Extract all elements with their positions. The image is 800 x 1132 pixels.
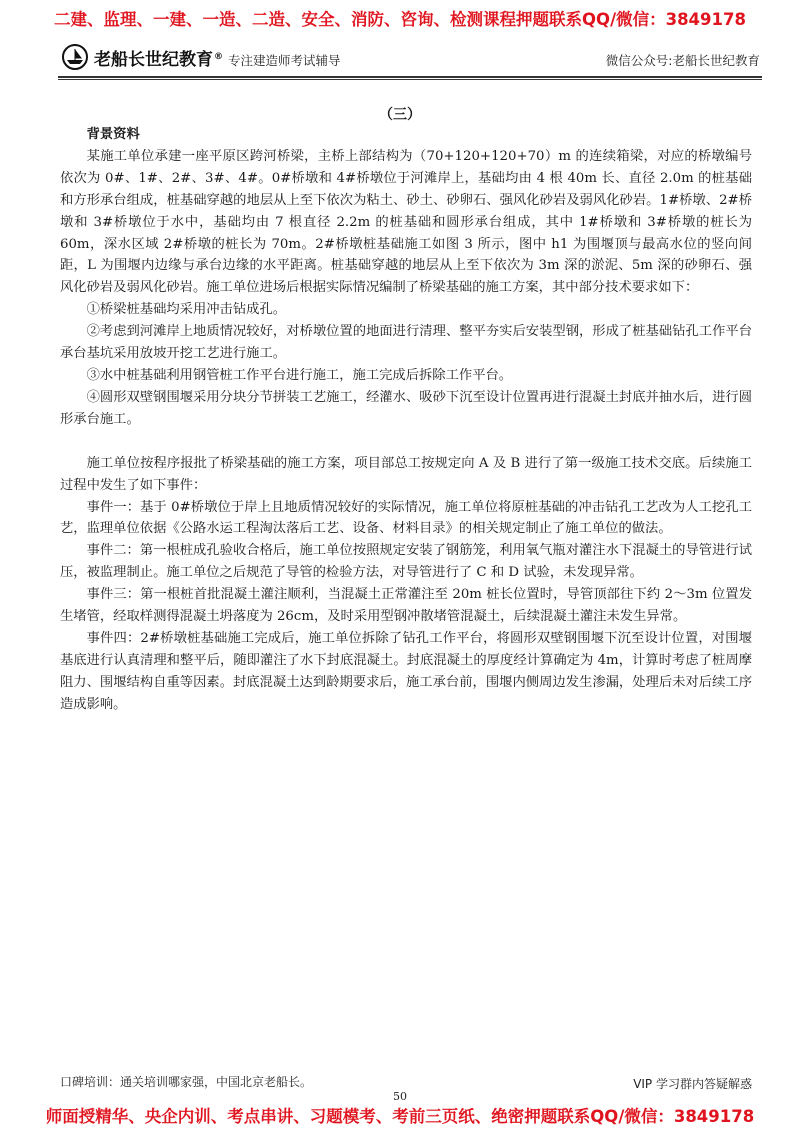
page-number: 50	[393, 1090, 407, 1103]
paragraph: ②考虑到河滩岸上地质情况较好，对桥墩位置的地面进行清理、整平夯实后安装型钢，形成了桩基础钻孔工作平台承台基坑采用放坡开挖工艺进行施工。	[60, 324, 752, 362]
paragraph: ③水中桩基础利用钢管桩工作平台进行施工，施工完成后拆除工作平台。	[86, 367, 513, 383]
event-paragraph: 事件二：第一根桩成孔验收合格后，施工单位按照规定安装了钢筋笼，利用氧气瓶对灌注水下混凝土的导管进行试压，被监理制止。施工单位之后规范了导管的检验方法，对导管进行了 C 和 D 试验，未发现异常。	[60, 543, 752, 581]
event-paragraph: 事件四：2#桥墩桩基础施工完成后，施工单位拆除了钻孔工作平台，将圆形双壁钢围堰下沉至设计位置，对围堰基底进行认真清理和整平后，随即灌注了水下封底混凝土。封底混凝土的厚度经计算确定为 4m，计算时考虑了桩周摩阻力、围堰结构自重等因素。封底混凝土达到龄期要求后，施工承台前，围堰内侧周边发生渗漏，处理后未对后续工序造成影响。	[60, 630, 752, 712]
background-heading: 背景资料	[86, 127, 140, 142]
paragraph: ①桥梁桩基础均采用冲击钻成孔。	[86, 302, 287, 318]
document-body	[60, 124, 752, 716]
ship-logo-icon	[60, 44, 90, 70]
header-divider	[58, 76, 762, 80]
bottom-promo-banner: 师面授精华、央企内训、考点串讲、习题模考、考前三页纸、绝密押题联系QQ/微信：3849178	[45, 1107, 755, 1126]
paragraph: ④圆形双壁钢围堰采用分块分节拼装工艺施工，经灌水、吸砂下沉至设计位置再进行混凝土封底并抽水后，进行圆形承台施工。	[60, 389, 752, 427]
logo-text: 老船长世纪教育	[94, 49, 213, 70]
event-paragraph: 事件三：第一根桩首批混凝土灌注顺利，当混凝土正常灌注至 20m 桩长位置时，导管顶部往下约 2～3m 位置发生堵管，经取样测得混凝土坍落度为 26cm，及时采用型钢冲散堵管混凝土，后续混凝土灌注未发生异常。	[60, 587, 752, 625]
spacer	[60, 431, 752, 453]
page-header	[60, 44, 760, 74]
top-promo-banner: 二建、监理、一建、一造、二造、安全、消防、咨询、检测课程押题联系QQ/微信：3849178	[54, 10, 746, 29]
paragraph: 某施工单位承建一座平原区跨河桥梁，主桥上部结构为（70+120+120+70）m 的连续箱梁，对应的桥墩编号依次为 0#、1#、2#、3#、4#。0#桥墩和 4#桥墩位于河滩岸上，基础均由 4 根 40m 长、直径 2.0m 的桩基础和方形承台组成，桩基础穿越的地层从上至下依次为粘土、砂土、砂卵石、强风化砂岩及弱风化砂岩。1#桥墩、2#桥墩和 3#桥墩位于水中，基础均由 7 根直径 2.2m 的桩基础和圆形承台组成，其中 1#桥墩和 3#桥墩的桩长为 60m，深水区域 2#桥墩的桩长为 70m。2#桥墩桩基础施工如图 3 所示，图中 h1 为围堰顶与最高水位的竖向间距，L 为围堰内边缘与承台边缘的水平距离。桩基础穿越的地层从上至下依次为 3m 深的淤泥、5m 深的砂卵石、强风化砂岩及弱风化砂岩。施工单位进场后根据实际情况编制了桥梁基础的施工方案，其中部分技术要求如下：	[60, 148, 752, 296]
paragraph: 施工单位按程序报批了桥梁基础的施工方案，项目部总工按规定向 A 及 B 进行了第一级施工技术交底。后续施工过程中发生了如下事件：	[60, 455, 752, 493]
footer-note: VIP 学习群内答疑解惑	[633, 1077, 752, 1091]
registered-mark: ®	[214, 52, 223, 62]
event-paragraph: 事件一：基于 0#桥墩位于岸上且地质情况较好的实际情况，施工单位将原桩基础的冲击钻孔工艺改为人工挖孔工艺，监理单位依据《公路水运工程淘汰落后工艺、设备、材料目录》的相关规定制止了施工单位的做法。	[60, 499, 752, 537]
header-tagline: 专注建造师考试辅导	[228, 53, 341, 68]
footer-slogan: 口碑培训：通关培训哪家强，中国北京老船长。	[60, 1075, 313, 1089]
brand-logo	[60, 44, 223, 70]
section-title: （三）	[379, 107, 421, 123]
wechat-account: 微信公众号:老船长世纪教育	[605, 53, 760, 68]
